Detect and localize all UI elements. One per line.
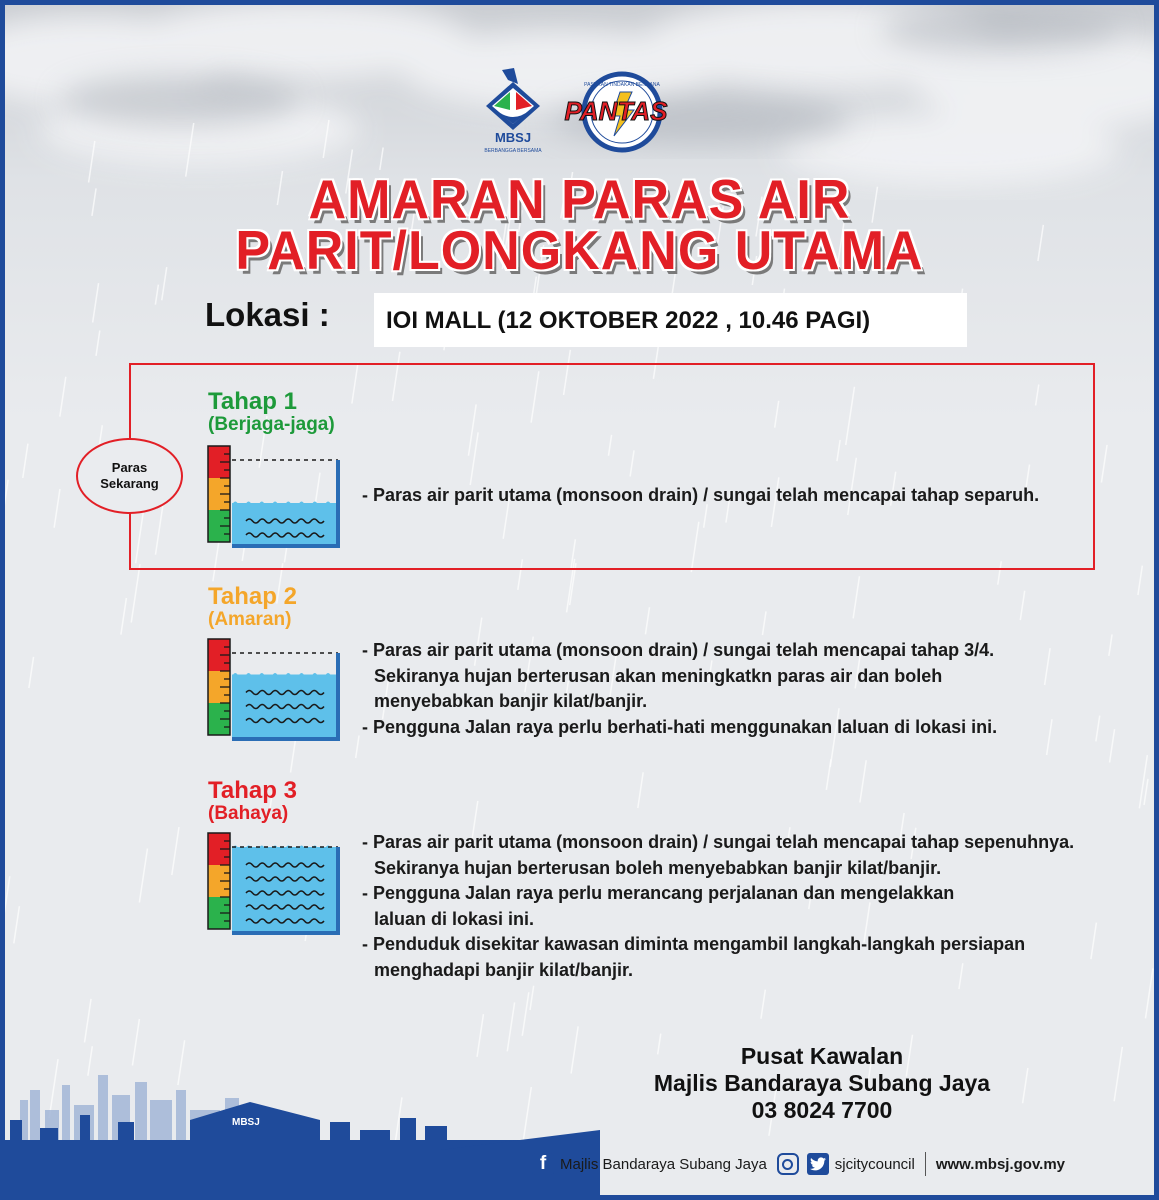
rain-streak (155, 285, 158, 305)
current-level-label-1: Paras (111, 460, 148, 475)
title-line-1: AMARAN PARAS AIR (308, 169, 851, 231)
rain-streak (1020, 591, 1024, 620)
level-3-line: - Pengguna Jalan raya perlu merancang perjalanan dan mengelakkan (362, 883, 955, 903)
rain-streak (172, 827, 179, 875)
rain-streak (14, 906, 20, 943)
twitter-icon[interactable] (807, 1153, 829, 1175)
level-3-water-gauge-icon (206, 831, 342, 937)
rain-streak (530, 986, 534, 1010)
svg-text:PASUKAN TINDAKAN BENCANA: PASUKAN TINDAKAN BENCANA (584, 82, 660, 88)
rain-streak (1, 740, 5, 764)
title-line-2: PARIT/LONGKANG UTAMA (235, 220, 924, 282)
current-level-badge (76, 438, 183, 514)
rain-streak (1096, 716, 1100, 742)
rain-streak (1114, 1047, 1122, 1101)
rain-streak (638, 772, 643, 808)
rain-streak (1047, 719, 1052, 755)
level-1-subtitle: (Berjaga-jaga) (208, 414, 335, 435)
rain-streak (121, 598, 126, 635)
rain-streak (29, 657, 34, 688)
facebook-icon[interactable]: f (532, 1153, 554, 1175)
website-link[interactable]: www.mbsj.gov.my (935, 1155, 1066, 1173)
level-1-line: - Paras air parit utama (monsoon drain) / sungai telah mencapai tahap separuh. (362, 485, 1040, 505)
city-skyline-illustration (0, 1060, 600, 1200)
location-box (374, 293, 967, 347)
contact-block (600, 1043, 1044, 1124)
rain-streak (2, 480, 9, 523)
rain-streak (54, 489, 60, 528)
level-3-subtitle: (Bahaya) (208, 803, 289, 824)
social-footer (524, 1145, 1124, 1183)
contact-phone: 03 8024 7700 (751, 1097, 893, 1123)
svg-text:PANTAS: PANTAS (564, 96, 668, 126)
level-2-subtitle: (Amaran) (208, 609, 292, 630)
svg-text:BERBANGGA BERSAMA: BERBANGGA BERSAMA (484, 148, 542, 154)
level-3-line: menghadapi banjir kilat/banjir. (374, 959, 634, 980)
rain-streak (323, 120, 329, 158)
rain-streak (380, 148, 383, 170)
contact-council: Majlis Bandaraya Subang Jaya (653, 1070, 991, 1096)
rain-streak (1139, 755, 1147, 808)
rain-streak (522, 992, 529, 1035)
rain-streak (23, 444, 28, 478)
svg-text:MBSJ: MBSJ (494, 130, 532, 145)
rain-streak (1144, 779, 1148, 805)
facebook-page-link[interactable]: Majlis Bandaraya Subang Jaya (560, 1155, 767, 1173)
level-3-line: laluan di lokasi ini. (374, 908, 535, 929)
rain-streak (1110, 729, 1115, 762)
level-2-title: Tahap 2 (208, 583, 297, 610)
rain-streak (762, 611, 766, 635)
rain-streak (507, 1002, 514, 1051)
rain-streak (853, 576, 859, 618)
rain-streak (1101, 445, 1107, 483)
current-level-label-2: Sekarang (100, 476, 159, 491)
rain-streak (1045, 648, 1051, 685)
rain-streak (645, 607, 649, 634)
rain-streak (860, 760, 866, 802)
rain-streak (1145, 968, 1153, 1018)
rain-streak (93, 283, 99, 322)
footer-divider (925, 1152, 926, 1176)
rain-streak (4, 876, 10, 914)
level-3-line: Sekiranya hujan berterusan boleh menyebabkan banjir kilat/banjir. (374, 857, 942, 878)
rain-streak (85, 999, 92, 1043)
rain-streak (139, 848, 147, 902)
level-2-description (362, 638, 997, 740)
location-value: IOI MALL (12 OKTOBER 2022 , 10.46 PAGI) (386, 307, 871, 334)
level-2-line: - Paras air parit utama (monsoon drain) / sungai telah mencapai tahap 3/4. (362, 640, 995, 660)
contact-center: Pusat Kawalan (740, 1043, 904, 1069)
social-handle-link[interactable]: sjcitycouncil (834, 1155, 915, 1173)
level-3-title: Tahap 3 (208, 777, 297, 804)
mbsj-logo (480, 66, 546, 156)
level-2-water-gauge-icon (206, 637, 342, 743)
rain-streak (1109, 634, 1112, 655)
level-3-description (362, 830, 1074, 983)
rain-streak (96, 331, 100, 356)
level-1-water-gauge-icon (206, 444, 342, 550)
level-2-line: Sekiranya hujan berterusan akan meningkatkn paras air dan boleh (374, 665, 943, 686)
instagram-icon[interactable] (777, 1153, 799, 1175)
level-2-line: - Pengguna Jalan raya perlu berhati-hati menggunakan laluan di lokasi ini. (362, 716, 998, 737)
rain-streak (60, 377, 66, 417)
rain-streak (356, 736, 359, 759)
rain-streak (761, 990, 765, 1019)
level-2-line: menyebabkan banjir kilat/banjir. (374, 691, 648, 711)
rain-streak (1091, 923, 1096, 959)
level-1-description (362, 483, 1039, 509)
level-3-line: - Paras air parit utama (monsoon drain) / sungai telah mencapai tahap sepenuhnya. (362, 832, 1075, 852)
location-label: Lokasi : (205, 296, 330, 333)
rain-streak (132, 1019, 139, 1065)
svg-text:MBSJ: MBSJ (232, 1117, 260, 1128)
rain-streak (131, 564, 140, 622)
level-1-title: Tahap 1 (208, 388, 297, 415)
level-3-line: - Penduduk disekitar kawasan diminta mengambil langkah-langkah persiapan (362, 934, 1026, 954)
rain-streak (1138, 566, 1142, 595)
rain-streak (477, 1014, 483, 1057)
pantas-logo (560, 70, 672, 154)
